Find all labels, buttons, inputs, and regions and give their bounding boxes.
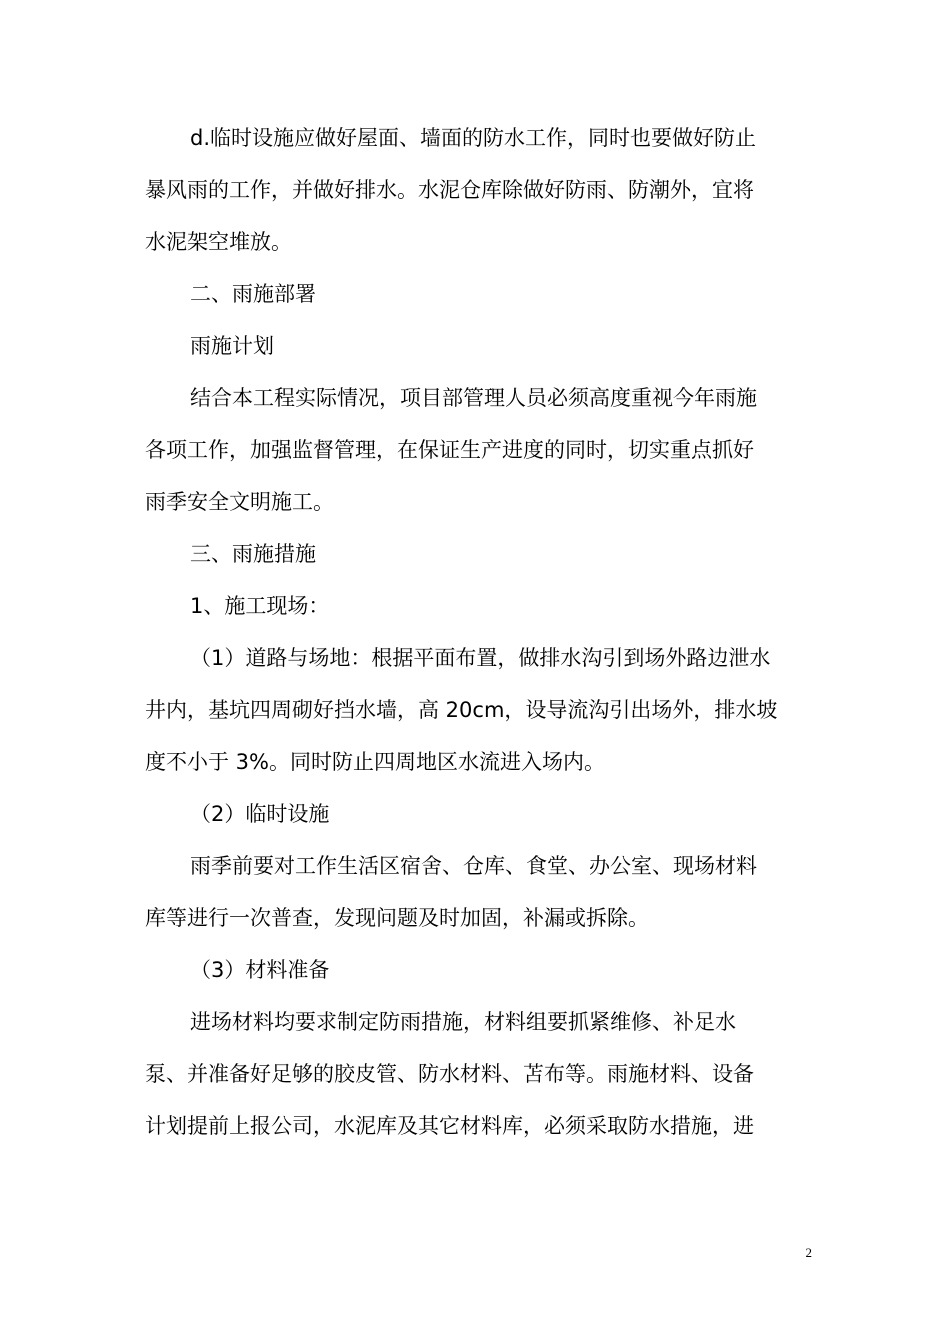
page-number: 2: [805, 1245, 812, 1260]
text-line: d.临时设施应做好屋面、墙面的防水工作，同时也要做好防止: [190, 126, 757, 150]
text-line: 度不小于 3%。同时防止四周地区水流进入场内。: [145, 750, 605, 774]
text-line: 暴风雨的工作，并做好排水。水泥仓库除做好防雨、防潮外，宜将: [145, 178, 754, 202]
text-line: 各项工作，加强监督管理，在保证生产进度的同时，切实重点抓好: [145, 438, 754, 462]
section-heading: 二、雨施部署: [190, 282, 316, 306]
text-line: 井内，基坑四周砌好挡水墙，高 20cm，设导流沟引出场外，排水坡: [145, 698, 778, 722]
text-line: 库等进行一次普查，发现问题及时加固，补漏或拆除。: [145, 906, 649, 930]
text-line: 计划提前上报公司，水泥库及其它材料库，必须采取防水措施，进: [145, 1114, 754, 1138]
subsection-heading: （2）临时设施: [190, 802, 330, 826]
subsection-heading: 雨施计划: [190, 334, 274, 358]
section-heading: 三、雨施措施: [190, 542, 316, 566]
text-line: （1）道路与场地：根据平面布置，做排水沟引到场外路边泄水: [190, 646, 771, 670]
text-line: 水泥架空堆放。: [145, 230, 292, 254]
subsection-heading: （3）材料准备: [190, 958, 330, 982]
text-line: 泵、并准备好足够的胶皮管、防水材料、苫布等。雨施材料、设备: [145, 1062, 754, 1086]
text-line: 雨季前要对工作生活区宿舍、仓库、食堂、办公室、现场材料: [190, 854, 757, 878]
document-body: [145, 112, 810, 1152]
text-line: 进场材料均要求制定防雨措施，材料组要抓紧维修、补足水: [190, 1010, 736, 1034]
text-line: 雨季安全文明施工。: [145, 490, 334, 514]
text-line: 结合本工程实际情况，项目部管理人员必须高度重视今年雨施: [190, 386, 757, 410]
subsection-heading: 1、施工现场：: [190, 594, 330, 618]
